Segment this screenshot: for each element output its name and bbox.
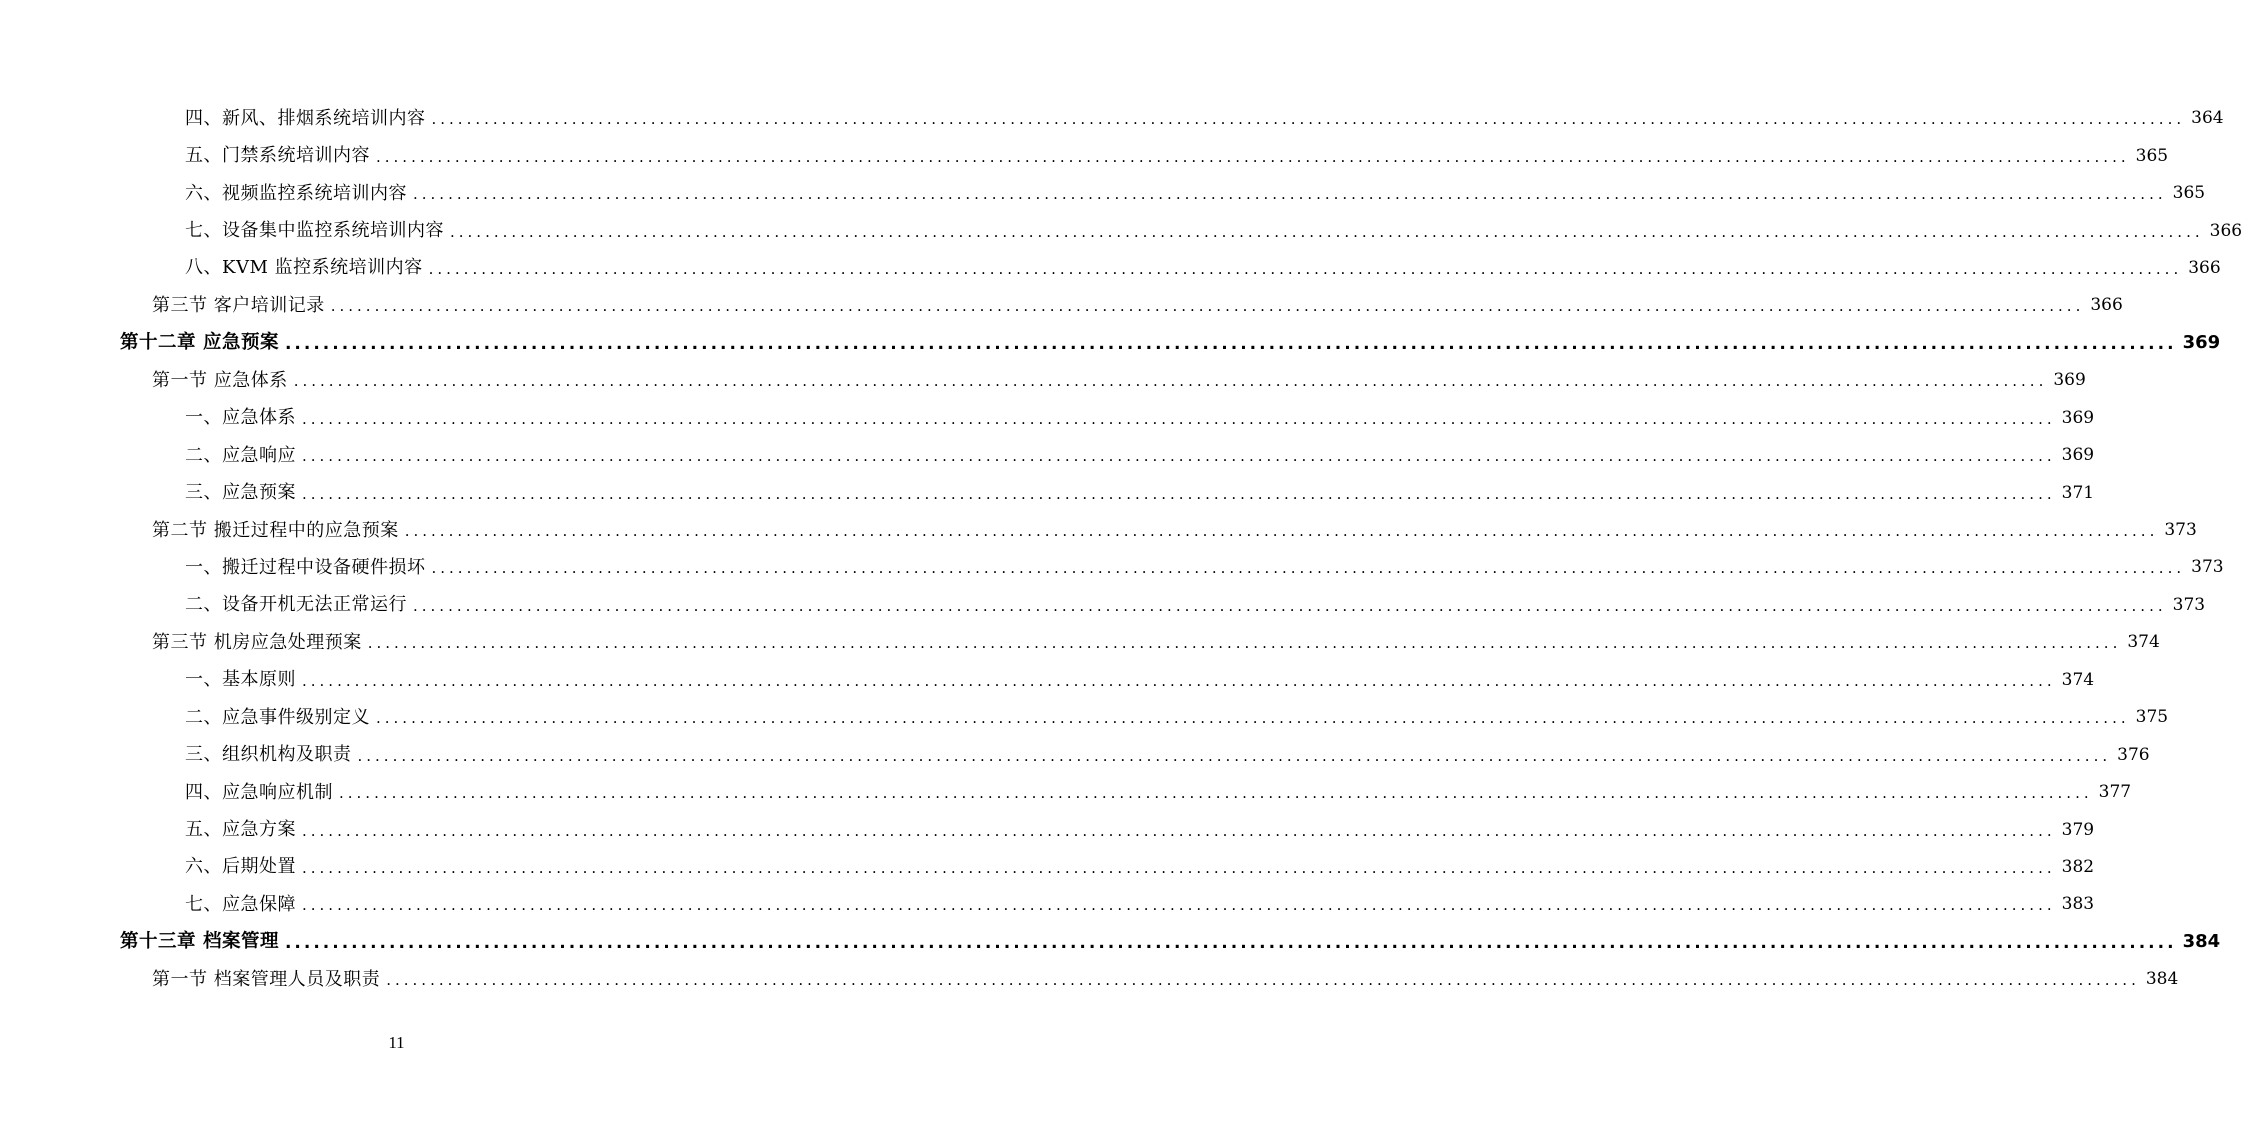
toc-dot-leader: ........................................................................................................................................................................................................ — [431, 110, 2186, 129]
toc-subsection-entry[interactable] — [0, 736, 2150, 773]
toc-section-entry[interactable] — [0, 512, 2197, 549]
toc-dot-leader: ........................................................................................................................................................................................................ — [302, 484, 2056, 503]
toc-entry-page: 384 — [2182, 931, 2221, 953]
toc-entry-page: 365 — [2172, 183, 2206, 204]
toc-subsection-entry[interactable] — [0, 100, 2224, 137]
toc-entry-page: 376 — [2117, 744, 2150, 765]
toc-dot-leader: ........................................................................................................................................................................................................ — [330, 297, 2085, 316]
toc-entry-page: 373 — [2191, 557, 2224, 578]
toc-subsection-entry[interactable] — [0, 175, 2206, 212]
toc-dot-leader: ........................................................................................................................................................................................................ — [302, 896, 2056, 915]
toc-entry-page: 366 — [2209, 220, 2242, 241]
toc-entry-title: 第三节 客户培训记录 — [152, 294, 325, 316]
toc-entry-page: 369 — [2061, 445, 2095, 466]
toc-dot-leader: ........................................................................................................................................................................................................ — [450, 222, 2204, 241]
toc-subsection-entry[interactable] — [0, 549, 2224, 586]
toc-entry-page: 374 — [2127, 632, 2160, 653]
toc-entry-page: 365 — [2135, 145, 2169, 166]
toc-dot-leader: ........................................................................................................................................................................................................ — [339, 784, 2093, 803]
toc-entry-title: 二、应急响应 — [185, 444, 296, 466]
toc-entry-page: 366 — [2188, 257, 2221, 278]
toc-dot-leader: ........................................................................................................................................................................................................ — [431, 559, 2186, 578]
toc-section-entry[interactable] — [0, 287, 2123, 324]
toc-subsection-entry[interactable] — [0, 400, 2095, 437]
toc-entry-page: 369 — [2182, 332, 2221, 354]
toc-entry-page: 366 — [2090, 295, 2123, 316]
toc-entry-title: 第十二章 应急预案 — [120, 332, 279, 354]
toc-entry-title: 三、应急预案 — [185, 482, 296, 504]
toc-entry-title: 三、组织机构及职责 — [185, 744, 352, 766]
toc-entry-title: 一、基本原则 — [185, 669, 296, 691]
toc-dot-leader: ........................................................................................................................................................................................................ — [293, 372, 2048, 391]
toc-entry-page: 374 — [2061, 669, 2095, 690]
toc-entry-title: 七、应急保障 — [185, 893, 296, 915]
toc-subsection-entry[interactable] — [0, 662, 2095, 699]
toc-subsection-entry[interactable] — [0, 250, 2221, 287]
toc-section-entry[interactable] — [0, 624, 2160, 661]
toc-entry-page: 373 — [2164, 520, 2197, 541]
toc-entry-title: 第十三章 档案管理 — [120, 931, 279, 953]
toc-dot-leader: ........................................................................................................................................................................................................ — [413, 185, 2167, 204]
page-number: 11 — [388, 1033, 405, 1052]
toc-entry-page: 375 — [2135, 707, 2169, 728]
toc-subsection-entry[interactable] — [0, 212, 2242, 249]
toc-dot-leader: ........................................................................................................................................................................................................ — [302, 671, 2056, 690]
toc-entry-title: 八、KVM 监控系统培训内容 — [185, 257, 423, 279]
toc-section-entry[interactable] — [0, 961, 2179, 998]
toc-entry-page: 364 — [2191, 108, 2224, 129]
toc-chapter-entry[interactable] — [0, 325, 2221, 362]
toc-entry-page: 369 — [2061, 407, 2095, 428]
toc-entry-title: 第三节 机房应急处理预案 — [152, 631, 362, 653]
toc-entry-title: 五、门禁系统培训内容 — [185, 145, 370, 167]
toc-entry-page: 371 — [2061, 482, 2095, 503]
toc-entry-title: 第一节 档案管理人员及职责 — [152, 968, 381, 990]
toc-dot-leader: ........................................................................................................................................................................................................ — [302, 858, 2056, 877]
toc-entry-page: 377 — [2098, 782, 2132, 803]
toc-subsection-entry[interactable] — [0, 849, 2095, 886]
toc-entry-page: 379 — [2061, 819, 2095, 840]
toc-subsection-entry[interactable] — [0, 437, 2095, 474]
toc-dot-leader: ........................................................................................................................................................................................................ — [284, 932, 2177, 953]
toc-subsection-entry[interactable] — [0, 587, 2206, 624]
toc-dot-leader: ........................................................................................................................................................................................................ — [386, 971, 2140, 990]
toc-entry-title: 二、设备开机无法正常运行 — [185, 594, 407, 616]
toc-dot-leader: ........................................................................................................................................................................................................ — [404, 522, 2159, 541]
toc-entry-page: 383 — [2061, 894, 2095, 915]
toc-entry-title: 五、应急方案 — [185, 819, 296, 841]
toc-entry-title: 一、应急体系 — [185, 407, 296, 429]
toc-entry-title: 第二节 搬迁过程中的应急预案 — [152, 519, 399, 541]
toc-entry-title: 六、后期处置 — [185, 856, 296, 878]
toc-dot-leader: ........................................................................................................................................................................................................ — [302, 409, 2056, 428]
toc-entry-page: 369 — [2053, 370, 2086, 391]
toc-subsection-entry[interactable] — [0, 886, 2095, 923]
toc-dot-leader: ........................................................................................................................................................................................................ — [302, 821, 2056, 840]
toc-entry-title: 二、应急事件级别定义 — [185, 706, 370, 728]
toc-subsection-entry[interactable] — [0, 811, 2095, 848]
toc-chapter-entry[interactable] — [0, 924, 2221, 961]
toc-dot-leader: ........................................................................................................................................................................................................ — [357, 746, 2112, 765]
toc-entry-page: 382 — [2061, 856, 2095, 877]
toc-entry-title: 第一节 应急体系 — [152, 369, 288, 391]
toc-dot-leader: ........................................................................................................................................................................................................ — [413, 596, 2167, 615]
toc-entry-title: 四、应急响应机制 — [185, 781, 333, 803]
toc-dot-leader: ........................................................................................................................................................................................................ — [284, 333, 2177, 354]
toc-entry-page: 384 — [2145, 969, 2179, 990]
toc-entry-title: 六、视频监控系统培训内容 — [185, 182, 407, 204]
toc-entry-title: 一、搬迁过程中设备硬件损坏 — [185, 556, 426, 578]
toc-dot-leader: ........................................................................................................................................................................................................ — [376, 709, 2130, 728]
toc-dot-leader: ........................................................................................................................................................................................................ — [428, 259, 2183, 278]
toc-entry-title: 七、设备集中监控系统培训内容 — [185, 220, 444, 242]
toc-dot-leader: ........................................................................................................................................................................................................ — [302, 447, 2056, 466]
toc-subsection-entry[interactable] — [0, 699, 2169, 736]
toc-section-entry[interactable] — [0, 362, 2086, 399]
toc-subsection-entry[interactable] — [0, 137, 2169, 174]
toc-entry-title: 四、新风、排烟系统培训内容 — [185, 107, 426, 129]
toc-dot-leader: ........................................................................................................................................................................................................ — [367, 634, 2122, 653]
toc-entry-page: 373 — [2172, 594, 2206, 615]
toc-subsection-entry[interactable] — [0, 474, 2095, 511]
toc-dot-leader: ........................................................................................................................................................................................................ — [376, 147, 2130, 166]
toc-subsection-entry[interactable] — [0, 774, 2132, 811]
table-of-contents — [0, 100, 2242, 999]
